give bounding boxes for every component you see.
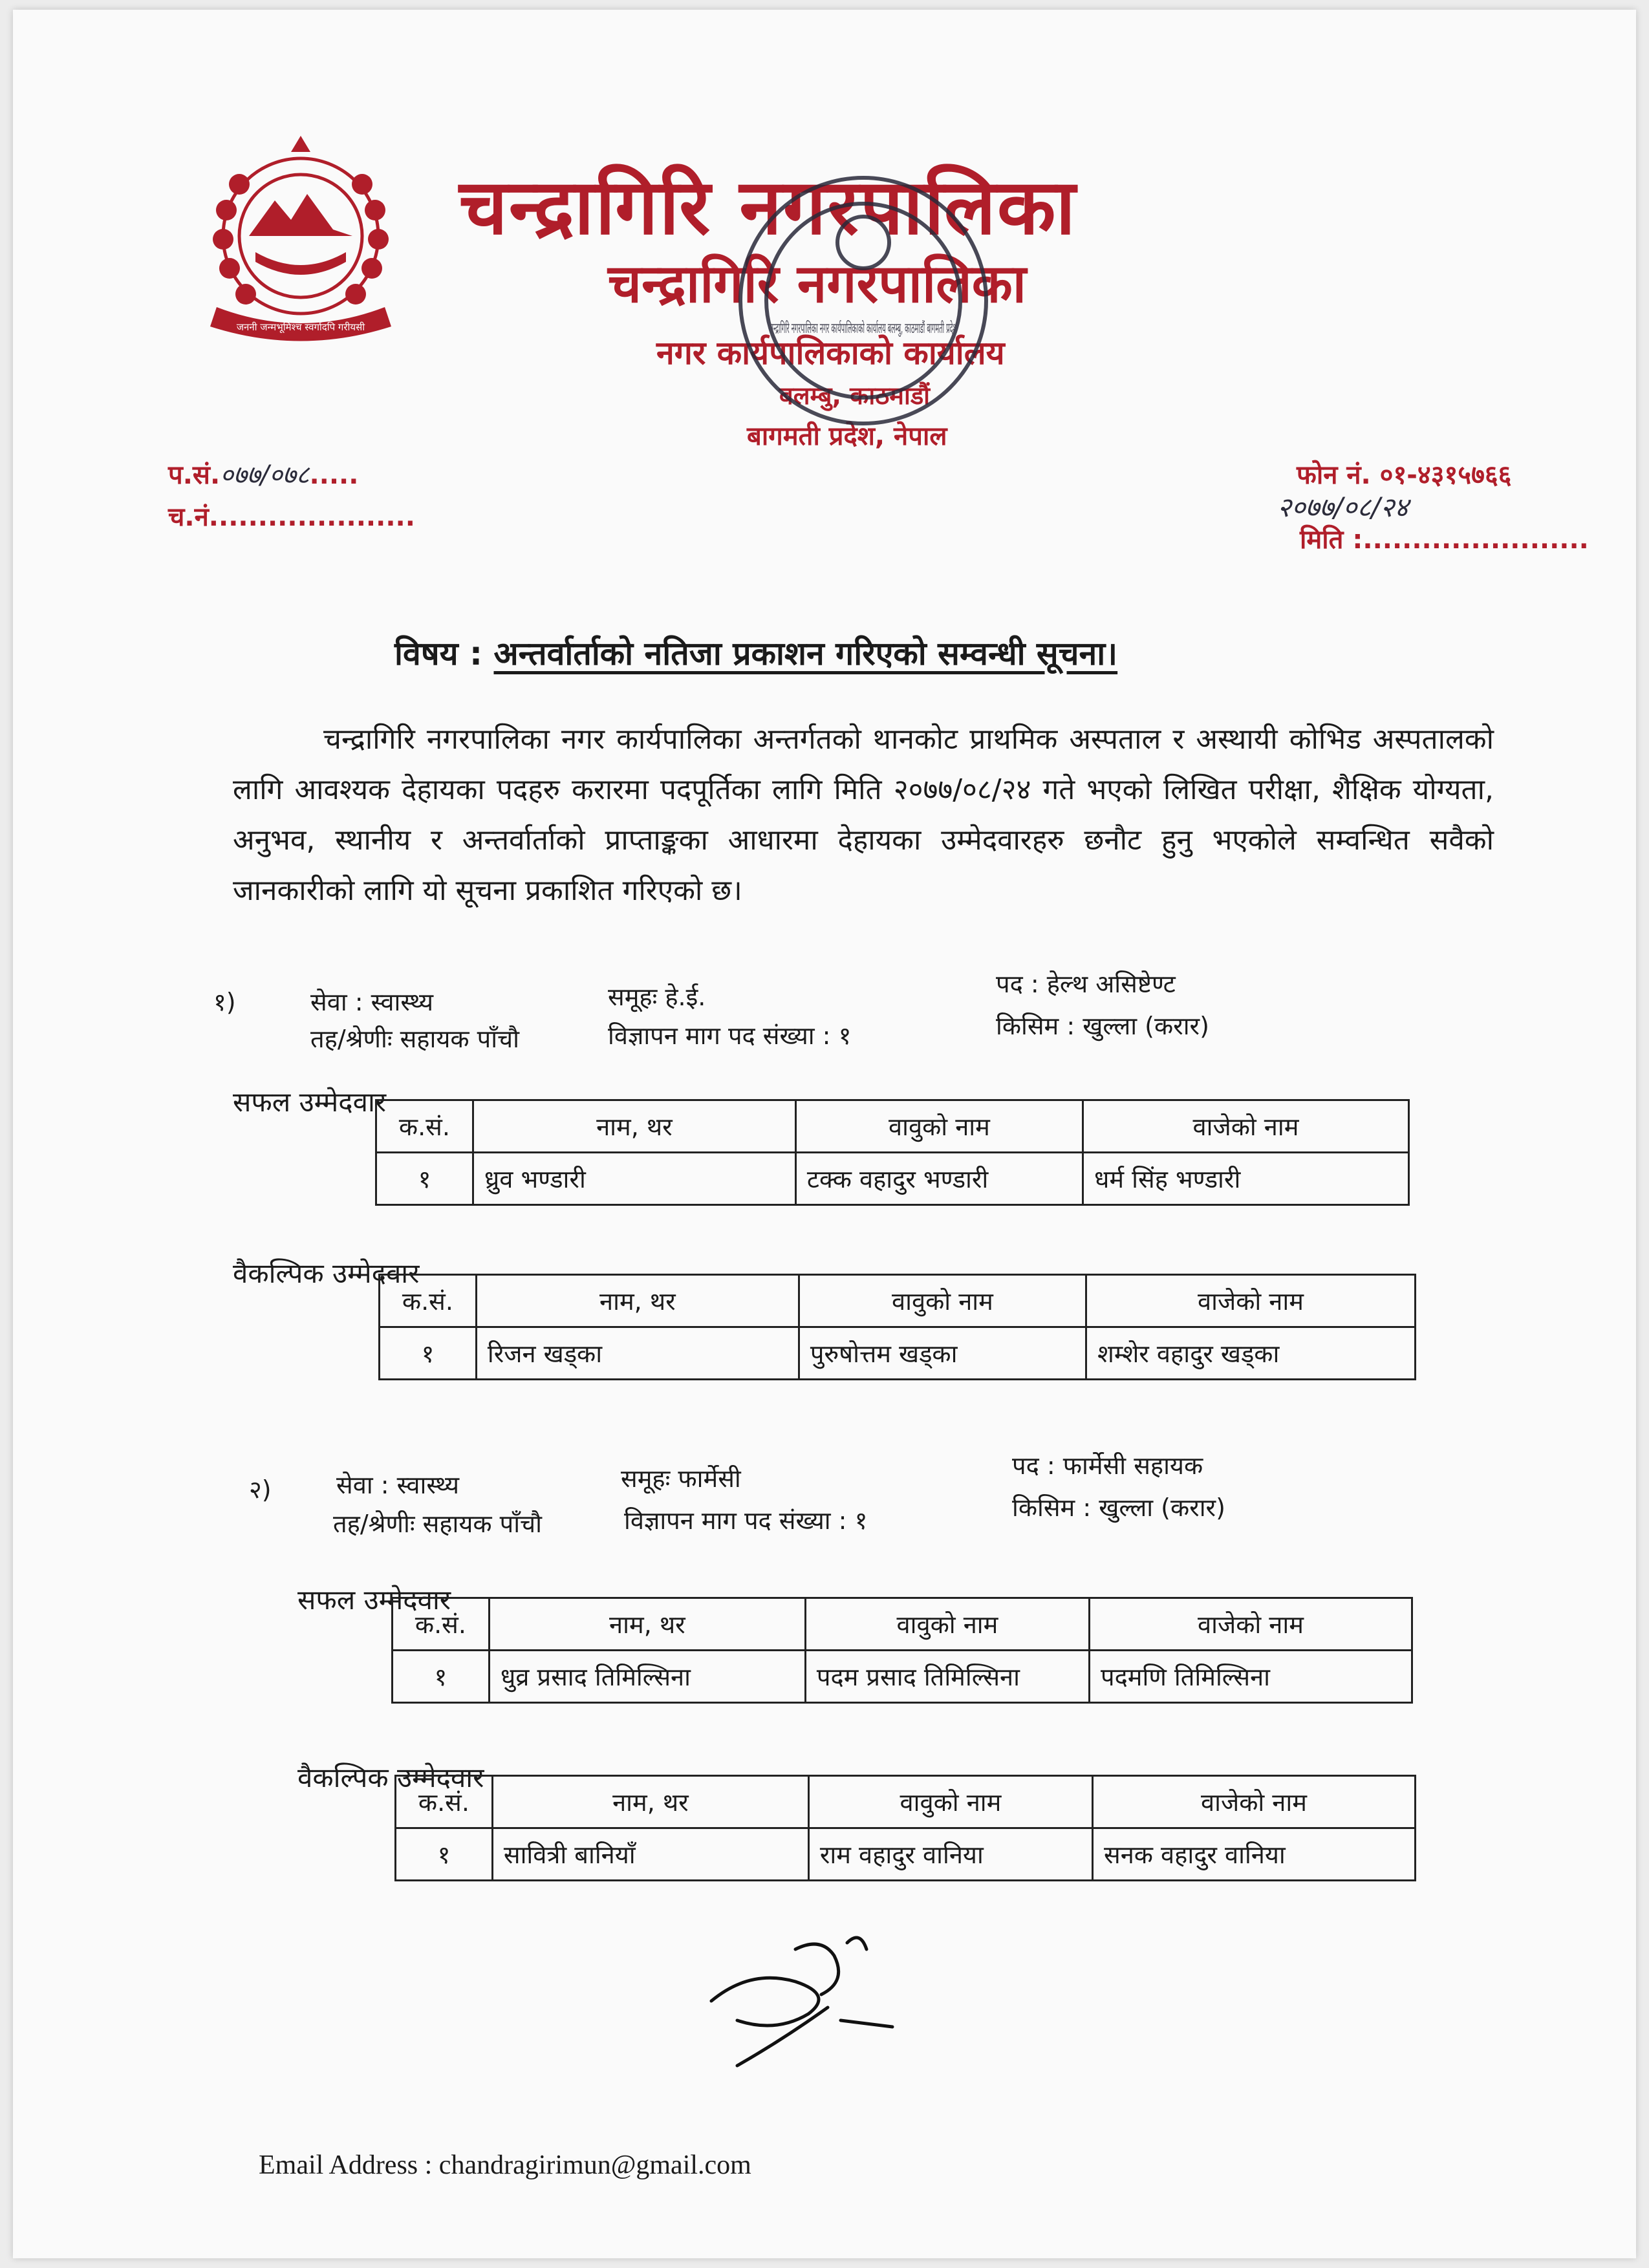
successful-candidates-label: सफल उम्मेदवार — [233, 1086, 387, 1118]
header-serial: क.सं. — [393, 1598, 490, 1651]
section-vacancies: विज्ञापन माग पद संख्या : १ — [608, 1022, 852, 1050]
section-number: १) — [213, 988, 236, 1016]
section-level: तह/श्रेणीः सहायक पाँचौ — [333, 1510, 543, 1538]
cell-name: रिजन खड्का — [476, 1327, 799, 1380]
header-serial: क.सं. — [396, 1776, 493, 1828]
subject-line — [394, 630, 1117, 674]
official-stamp-icon — [724, 165, 1203, 436]
stamp-text: चन्द्रागिरि नगरपालिका नगर कार्यपालिकाको कार्यालय बलम्बु, काठमाडौं बागमती प्रदेश — [770, 321, 1203, 337]
section-type: किसिम : खुल्ला (करार) — [1012, 1493, 1225, 1522]
section-vacancies: विज्ञापन माग पद संख्या : १ — [624, 1506, 868, 1535]
address-line-2: बागमती प्रदेश, नेपाल — [747, 422, 947, 451]
cell-grandfather-name: धर्म सिंह भण्डारी — [1083, 1153, 1409, 1205]
successful-candidates-table — [391, 1597, 1413, 1704]
document-page — [13, 10, 1636, 2258]
header-grandfather-name: वाजेको नाम — [1086, 1275, 1416, 1327]
header-father-name: वावुको नाम — [805, 1598, 1089, 1651]
header-name: नाम, थर — [476, 1275, 799, 1327]
alternate-candidates-label: वैकल्पिक उम्मेदवार — [297, 1762, 484, 1793]
letter-number-value: ०७७/०७८ — [220, 460, 310, 490]
subject-label: विषय : — [394, 635, 483, 672]
handwritten-date: २०७७/०८/२४ — [1277, 491, 1409, 523]
municipality-subtitle: चन्द्रागिरि नगरपालिका — [608, 253, 1026, 315]
section-group: समूहः हे.ई. — [608, 983, 706, 1011]
section-post: पद : फार्मेसी सहायक — [1012, 1451, 1203, 1480]
municipality-title: चन्द्रागिरि नगरपालिका — [459, 162, 1077, 251]
table-row — [376, 1153, 1409, 1205]
body-paragraph: चन्द्रागिरि नगरपालिका नगर कार्यपालिका अन्तर्गतको थानकोट प्राथमिक अस्पताल र अस्थायी कोभिड अस्पतालको लागि आवश्यक देहायका पदहरु करारमा पदपूर्तिका लागि मिति २०७७/०८/२४ गते भएको लिखित परीक्षा, शैक्षिक योग्यता, अनुभव, स्थानीय र अन्तर्वार्ताको प्राप्ताङ्कका आधारमा देहायका उम्मेदवारहरु छनौट हुनु भएकोले सम्वन्धित सवैको जानकारीको लागि यो सूचना प्रकाशित गरिएको छ। — [233, 723, 1494, 907]
cell-father-name: टक्क वहादुर भण्डारी — [795, 1153, 1083, 1205]
section-type: किसिम : खुल्ला (करार) — [996, 1012, 1209, 1040]
cell-grandfather-name: पदमणि तिमिल्सिना — [1090, 1651, 1412, 1703]
cell-grandfather-name: शम्शेर वहादुर खड्का — [1086, 1327, 1416, 1380]
cell-serial: १ — [376, 1153, 473, 1205]
letter-number: प.सं.०७७/०७८..... — [168, 460, 359, 490]
cell-name: ध्रुव भण्डारी — [473, 1153, 795, 1205]
cell-grandfather-name: सनक वहादुर वानिया — [1093, 1828, 1416, 1881]
section-number: २) — [249, 1475, 272, 1504]
alternate-candidates-label: वैकल्पिक उम्मेदवार — [233, 1257, 420, 1289]
date-field: मिति :....................... — [1300, 525, 1589, 555]
cell-serial: १ — [396, 1828, 493, 1881]
nepal-emblem-icon — [178, 139, 424, 352]
cell-father-name: राम वहादुर वानिया — [808, 1828, 1092, 1881]
header-father-name: वावुको नाम — [808, 1776, 1092, 1828]
cell-name: सावित्री बानियाँ — [492, 1828, 808, 1881]
signature-icon — [698, 1910, 931, 2079]
header-name: नाम, थर — [492, 1776, 808, 1828]
successful-candidates-label: सफल उम्मेदवार — [297, 1584, 451, 1616]
table-header-row — [396, 1776, 1416, 1828]
successful-candidates-table — [375, 1099, 1410, 1206]
alternate-candidates-table — [378, 1274, 1416, 1380]
header-serial: क.सं. — [380, 1275, 477, 1327]
header-name: नाम, थर — [489, 1598, 805, 1651]
section-group: समूहः फार्मेसी — [621, 1464, 741, 1493]
header-grandfather-name: वाजेको नाम — [1093, 1776, 1416, 1828]
phone-number: फोन नं. ०१-४३१५७६६ — [1297, 460, 1512, 490]
table-row — [393, 1651, 1412, 1703]
section-level: तह/श्रेणीः सहायक पाँचौ — [310, 1025, 520, 1053]
dispatch-number: च.नं..................... — [168, 502, 415, 532]
header-father-name: वावुको नाम — [799, 1275, 1086, 1327]
header-father-name: वावुको नाम — [795, 1100, 1083, 1153]
footer-email: Email Address : chandragirimun@gmail.com — [259, 2150, 751, 2180]
cell-father-name: पदम प्रसाद तिमिल्सिना — [805, 1651, 1089, 1703]
header-name: नाम, थर — [473, 1100, 795, 1153]
subject-text: अन्तर्वार्ताको नतिजा प्रकाशन गरिएको सम्वन्धी सूचना। — [493, 635, 1118, 672]
header-grandfather-name: वाजेको नाम — [1090, 1598, 1412, 1651]
cell-serial: १ — [380, 1327, 477, 1380]
cell-serial: १ — [393, 1651, 490, 1703]
section-service: सेवा : स्वास्थ्य — [336, 1471, 460, 1499]
cell-name: धुव्र प्रसाद तिमिल्सिना — [489, 1651, 805, 1703]
address-line-1: बलम्बु, काठमाडौं — [779, 381, 931, 410]
table-row — [380, 1327, 1416, 1380]
section-post: पद : हेल्थ असिष्टेण्ट — [996, 970, 1176, 998]
table-row — [396, 1828, 1416, 1881]
cell-father-name: पुरुषोत्तम खड्का — [799, 1327, 1086, 1380]
section-service: सेवा : स्वास्थ्य — [310, 988, 434, 1016]
alternate-candidates-table — [394, 1775, 1416, 1881]
table-header-row — [380, 1275, 1416, 1327]
emblem-motto: जननी जन्मभूमिश्च स्वर्गादपि गरीयसी — [236, 321, 365, 333]
table-header-row — [393, 1598, 1412, 1651]
table-header-row — [376, 1100, 1409, 1153]
office-name: नगर कार्यपालिकाको कार्यालय — [656, 334, 1005, 372]
header-grandfather-name: वाजेको नाम — [1083, 1100, 1409, 1153]
header-serial: क.सं. — [376, 1100, 473, 1153]
